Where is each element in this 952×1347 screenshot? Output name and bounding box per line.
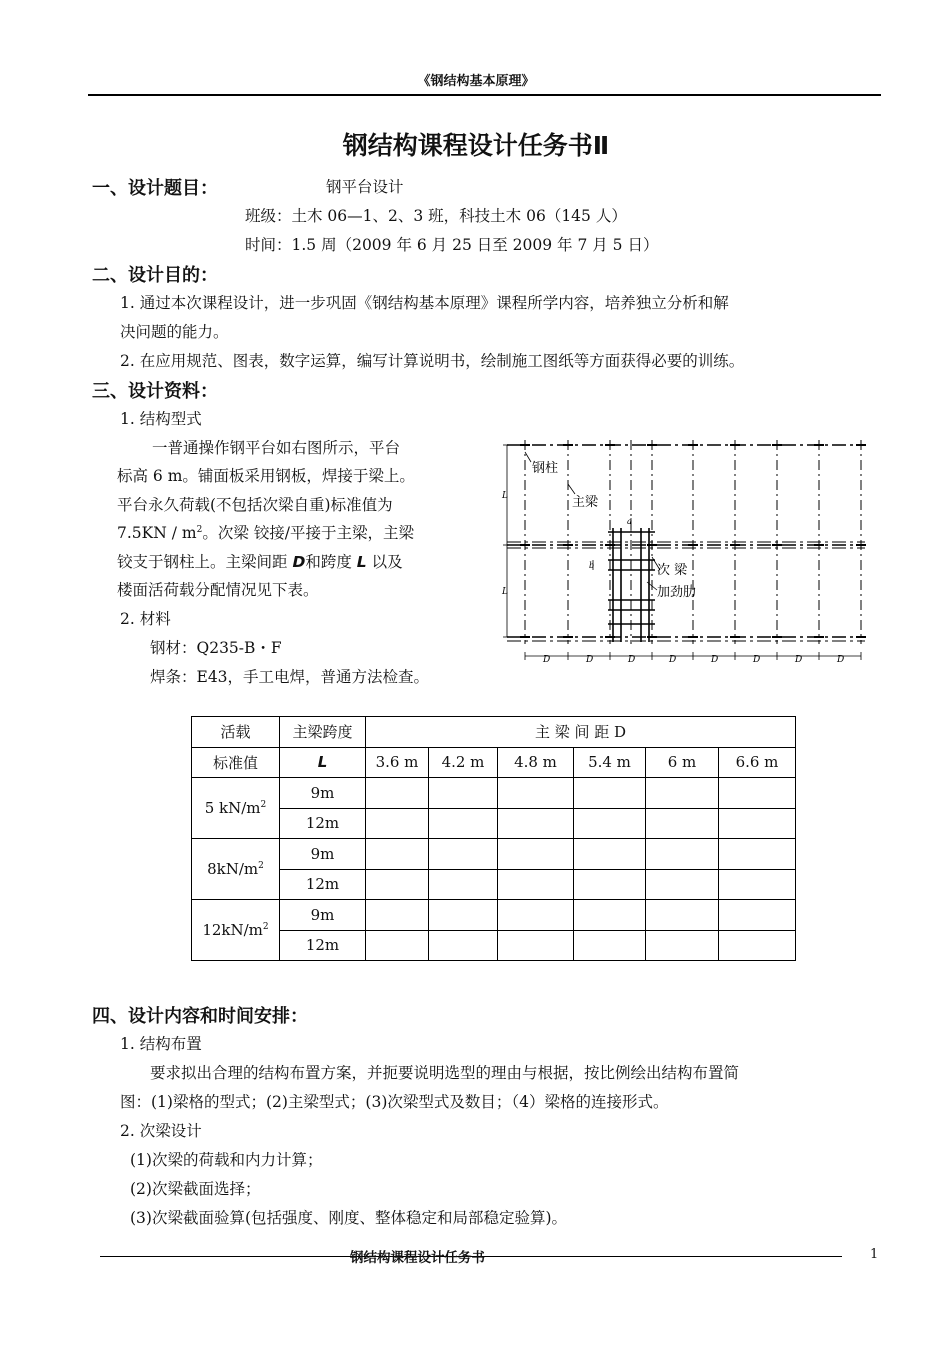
footer-rule [520,1256,842,1257]
label-spacing-D: D [586,655,594,665]
table-cell [719,808,796,839]
table-cell [366,808,429,839]
span-value: 9m [280,778,366,809]
structure-type-subheading: 1. 结构型式 [120,410,202,428]
live-load-value: 5 $kN/m^2$ [192,778,280,839]
table-cell [646,900,719,931]
table-cell [498,930,574,961]
document-title: 钢结构课程设计任务书Ⅱ [342,131,610,160]
spacing-value: 6.6 m [719,747,796,778]
table-cell [429,900,498,931]
structure-para-line5: 铰支于钢柱上。主梁间距 D和跨度 L 以及 [117,553,403,571]
electrode-spec: 焊条：E43，手工电焊，普通方法检查。 [150,668,430,686]
label-span-L: L [502,491,508,501]
table-row [192,869,796,900]
section1-heading: 一、设计题目： [92,178,218,199]
table-cell [646,839,719,870]
table-cell [366,778,429,809]
table-cell [498,778,574,809]
table-cell [498,808,574,839]
span-value: 9m [280,839,366,870]
table-cell [429,930,498,961]
header-main-spacing: 主 梁 间 距 D [366,717,796,748]
span-value: 12m [280,869,366,900]
secondary-item1: (1)次梁的荷载和内力计算； [130,1151,323,1169]
section3-heading: 三、设计资料： [92,381,218,402]
table-cell [646,778,719,809]
structure-para-line2: 标高 6 m。铺面板采用钢板，焊接于梁上。 [117,467,415,485]
table-cell [574,839,646,870]
structure-para-line6: 楼面活荷载分配情况见下表。 [117,581,319,599]
spacing-value: 5.4 m [574,747,646,778]
table-cell [719,900,796,931]
table-cell [366,839,429,870]
table-cell [429,808,498,839]
page-number: 1 [870,1247,879,1262]
table-row [192,778,796,809]
table-cell [719,869,796,900]
span-value: 12m [280,930,366,961]
table-row [192,808,796,839]
span-value: 12m [280,808,366,839]
table-cell [366,900,429,931]
label-spacing-D: D [837,655,845,665]
structure-para-line3: 平台永久荷载(不包括次梁自重)标准值为 [117,496,393,514]
table-cell [574,808,646,839]
spacing-value: 3.6 m [366,747,429,778]
spacing-value: 6 m [646,747,719,778]
platform-layout-diagram [495,432,875,668]
purpose-item1-line2: 决问题的能力。 [120,323,229,341]
secondary-item2: (2)次梁截面选择； [130,1180,261,1198]
running-header: 《钢结构基本原理》 [417,74,535,89]
label-span-L: L [502,587,508,597]
table-cell [366,930,429,961]
layout-para-line1: 要求拟出合理的结构布置方案，并扼要说明选型的理由与根据，按比例绘出结构布置简 [150,1064,740,1082]
span-value: 9m [280,900,366,931]
spacing-value: 4.8 m [498,747,574,778]
label-spacing-D: D [628,655,636,665]
label-stiffener: 加劲肋 [657,585,697,600]
table-cell [646,930,719,961]
label-column: 钢柱 [532,461,559,476]
header-rule [88,94,881,96]
section2-heading: 二、设计目的： [92,265,218,286]
footer-title: 钢结构课程设计任务书 [350,1250,485,1266]
table-row [192,900,796,931]
section4-heading: 四、设计内容和时间安排： [92,1006,308,1027]
purpose-item2: 2. 在应用规范、图表，数字运算，编写计算说明书，绘制施工图纸等方面获得必要的训练。 [120,352,745,370]
table-cell [646,869,719,900]
class-line: 班级：土木 06—1、2、3 班，科技土木 06（145 人） [245,207,627,225]
table-cell [498,900,574,931]
label-spacing-D: D [711,655,719,665]
table-cell [366,869,429,900]
label-secondary-beam: 次 梁 [657,563,688,578]
live-load-value: $12kN/m^2$ [192,900,280,961]
table-cell [719,778,796,809]
header-main-span: 主梁跨度 [280,717,366,748]
table-row [192,839,796,870]
table-cell [574,869,646,900]
table-cell [429,839,498,870]
purpose-item1-line1: 1. 通过本次课程设计，进一步巩固《钢结构基本原理》课程所学内容，培养独立分析和解 [120,294,729,312]
time-line: 时间：1.5 周（2009 年 6 月 25 日至 2009 年 7 月 5 日） [245,236,659,254]
live-load-value: $8kN/m^2$ [192,839,280,900]
table-cell [574,900,646,931]
label-main-beam: 主梁 [572,495,599,510]
header-span-L: L [280,747,366,778]
label-b: b [589,561,595,570]
label-spacing-D: D [669,655,677,665]
header-live-load-2: 标准值 [192,747,280,778]
table-cell [574,778,646,809]
table-cell [719,930,796,961]
header-live-load: 活载 [192,717,280,748]
steel-grade: 钢材：Q235-B・F [150,639,282,657]
design-topic: 钢平台设计 [326,178,404,196]
table-cell [646,808,719,839]
structure-para-line4: $7.5KN / m^2$。次梁 铰接/平接于主梁，主梁 [117,524,414,542]
table-cell [429,778,498,809]
table-cell [498,869,574,900]
layout-para-line2: 图：(1)梁格的型式；(2)主梁型式；(3)次梁型式及数目；（4）梁格的连接形式。 [120,1093,669,1111]
label-spacing-D: D [753,655,761,665]
label-spacing-D: D [795,655,803,665]
spacing-value: 4.2 m [429,747,498,778]
table-cell [574,930,646,961]
table-cell [498,839,574,870]
structure-para-line1: 一普通操作钢平台如右图所示，平台 [152,439,401,457]
table-row [192,930,796,961]
layout-subheading: 1. 结构布置 [120,1035,202,1053]
table-cell [719,839,796,870]
table-cell [429,869,498,900]
label-a: a [627,517,632,526]
live-load-table [191,716,796,961]
material-subheading: 2. 材料 [120,610,171,628]
secondary-beam-subheading: 2. 次梁设计 [120,1122,202,1140]
secondary-item3: (3)次梁截面验算(包括强度、刚度、整体稳定和局部稳定验算)。 [130,1209,568,1227]
label-spacing-D: D [543,655,551,665]
